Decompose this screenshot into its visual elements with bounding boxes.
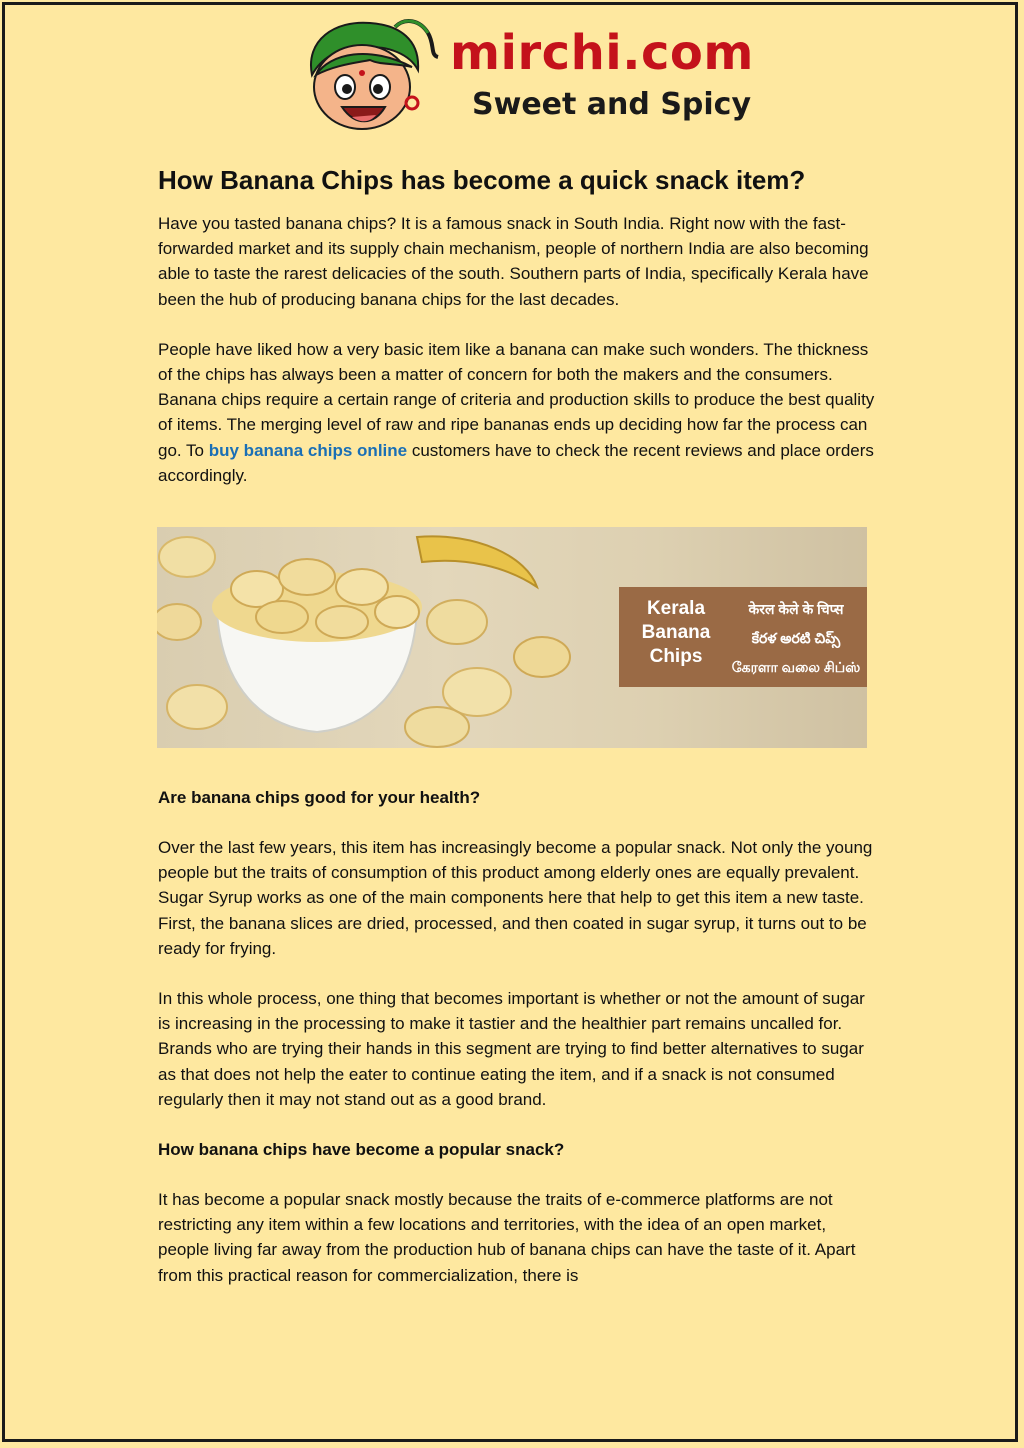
mascot-girl-icon bbox=[300, 15, 450, 135]
article-body bbox=[158, 163, 878, 488]
site-logo[interactable] bbox=[300, 15, 770, 135]
paragraph-health: Over the last few years, this item has increasingly become a popular snack. Not only the young people but the traits of consumption of this product among elderly ones are equally prevalent. Sugar Syrup works as one of the main components here that help to get this item a new taste. First, the banana slices are dried, processed, and then coated in sugar syrup, it turns out to be ready for frying. bbox=[158, 838, 873, 958]
banner-local-labels bbox=[731, 595, 861, 682]
paragraph-text: customers have to check the recent reviews and place orders accordingly. bbox=[158, 440, 874, 485]
paragraph-text: People have liked how a very basic item like a banana can make such wonders. The thickness of the chips has always been a matter of concern for both the makers and the consumers. Banana chips require a certain range of criteria and production skills to produce the best quality of items. The merging level of raw and ripe bananas ends up deciding how far the process can go. To bbox=[158, 339, 875, 460]
banner-english-label: Kerala Banana Chips bbox=[641, 598, 711, 667]
article-title: How Banana Chips has become a quick snack item? bbox=[158, 165, 806, 195]
banner-label bbox=[619, 587, 867, 687]
section-heading-popular: How banana chips have become a popular snack? bbox=[158, 1140, 565, 1160]
document-page bbox=[2, 2, 1018, 1442]
banner-telugu-label: కేరళ అరటి చిప్స్ bbox=[751, 630, 841, 646]
brand-tagline: Sweet and Spicy bbox=[472, 87, 752, 122]
buy-banana-chips-link[interactable]: buy banana chips online bbox=[208, 440, 408, 460]
paragraph-intro: Have you tasted banana chips? It is a famous snack in South India. Right now with the fast-forwarded market and its supply chain mechanism, people of northern India are also becoming able to taste the rarest delicacies of the south. Southern parts of India, specifically Kerala have been the hub of producing banana chips for the last decades. bbox=[158, 214, 869, 309]
paragraph-quality bbox=[158, 337, 878, 488]
banner-image bbox=[157, 527, 867, 748]
paragraph-sugar: In this whole process, one thing that becomes important is whether or not the amount of sugar is increasing in the processing to make it tastier and the healthier part remains uncalled for. Brands who are trying their hands in this segment are trying to find better alternatives to sugar as that does not help the eater to continue eating the item, and if a snack is not consumed regularly then it may not stand out as a good brand. bbox=[158, 989, 865, 1109]
banner-hindi-label: केरल केले के चिप्स bbox=[748, 601, 844, 617]
brand-name: mirchi.com bbox=[450, 25, 754, 81]
article-body-continued bbox=[158, 785, 878, 1288]
banner-tamil-label: கேரளா வலை சிப்ஸ் bbox=[731, 659, 861, 675]
section-heading-health: Are banana chips good for your health? bbox=[158, 788, 481, 807]
paragraph-popular: It has become a popular snack mostly because the traits of e-commerce platforms are not restricting any item within a few locations and territories, with the idea of an open market, people living far away from the production hub of banana chips can have the taste of it. Apart from this practical reason for commercialization, there is bbox=[158, 1190, 856, 1285]
